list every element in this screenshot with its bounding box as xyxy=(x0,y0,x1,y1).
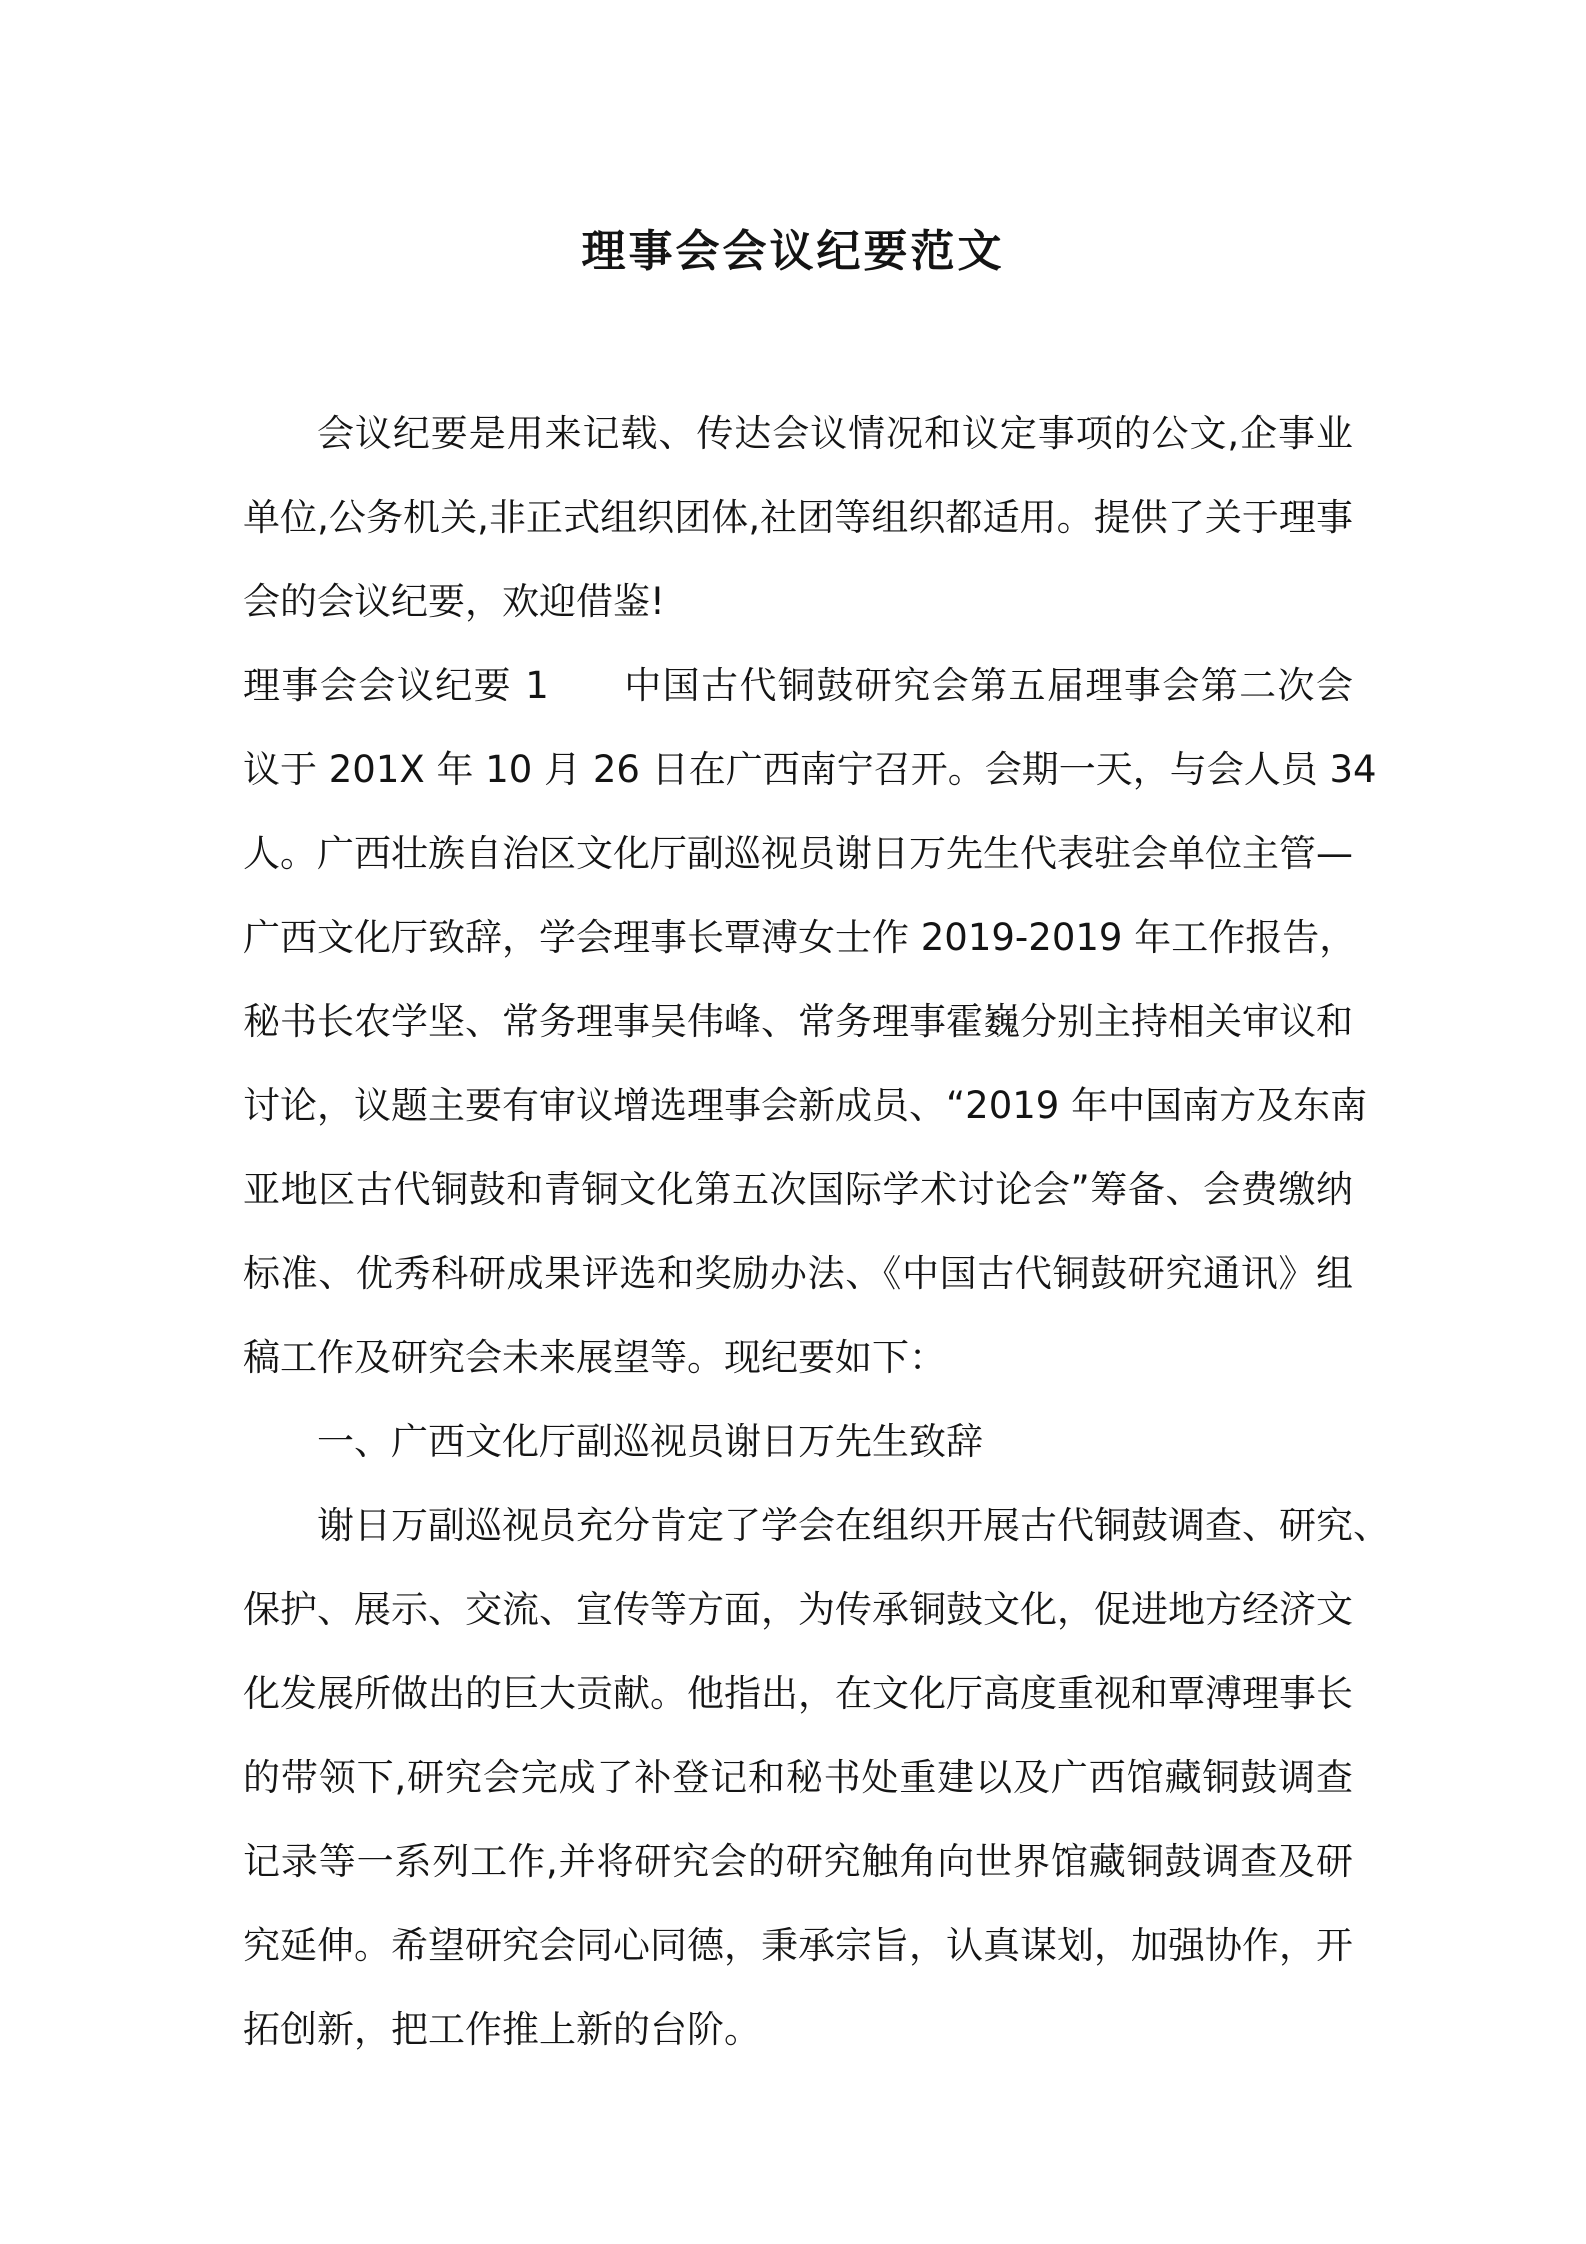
paragraph-line: 究延伸。希望研究会同心同德，秉承宗旨，认真谋划，加强协作，开 xyxy=(243,1924,1353,1967)
paragraph-line: 秘书长农学坚、常务理事吴伟峰、常务理事霍巍分别主持相关审议和 xyxy=(243,1000,1353,1043)
section-label: 理事会会议纪要 1 xyxy=(243,664,549,707)
paragraph-line: 保护、展示、交流、宣传等方面，为传承铜鼓文化，促进地方经济文 xyxy=(243,1588,1353,1631)
paragraph-line: 谢日万副巡视员充分肯定了学会在组织开展古代铜鼓调查、研究、 xyxy=(317,1504,1390,1547)
section-heading: 一、广西文化厅副巡视员谢日万先生致辞 xyxy=(317,1420,983,1463)
paragraph-line: 稿工作及研究会未来展望等。现纪要如下： xyxy=(243,1336,946,1379)
paragraph-line: 议于 201X 年 10 月 26 日在广西南宁召开。会期一天，与会人员 34 xyxy=(243,748,1377,791)
paragraph-line-with-heading xyxy=(243,644,1353,728)
paragraph-line: 化发展所做出的巨大贡献。他指出，在文化厅高度重视和覃溥理事长 xyxy=(243,1672,1353,1715)
paragraph-text: 中国古代铜鼓研究会第五届理事会第二次会 xyxy=(622,664,1353,707)
paragraph-line: 讨论，议题主要有审议增选理事会新成员、“2019 年中国南方及东南 xyxy=(243,1084,1368,1127)
paragraph-line: 人。广西壮族自治区文化厅副巡视员谢日万先生代表驻会单位主管— xyxy=(243,832,1353,875)
paragraph-line: 会的会议纪要，欢迎借鉴! xyxy=(243,580,665,623)
paragraph-line: 单位,公务机关,非正式组织团体,社团等组织都适用。提供了关于理事 xyxy=(243,496,1353,539)
document-body xyxy=(243,392,1390,2072)
paragraph-line: 广西文化厅致辞，学会理事长覃溥女士作 2019-2019 年工作报告， xyxy=(243,916,1357,959)
document-title: 理事会会议纪要范文 xyxy=(581,226,1005,277)
paragraph-line: 亚地区古代铜鼓和青铜文化第五次国际学术讨论会”筹备、会费缴纳 xyxy=(243,1168,1353,1211)
paragraph-line: 会议纪要是用来记载、传达会议情况和议定事项的公文,企事业 xyxy=(317,412,1353,455)
paragraph-line: 的带领下,研究会完成了补登记和秘书处重建以及广西馆藏铜鼓调查 xyxy=(243,1756,1353,1799)
paragraph-line: 拓创新，把工作推上新的台阶。 xyxy=(243,2008,761,2051)
paragraph-line: 记录等一系列工作,并将研究会的研究触角向世界馆藏铜鼓调查及研 xyxy=(243,1840,1353,1883)
paragraph-line: 标准、优秀科研成果评选和奖励办法、《中国古代铜鼓研究通讯》组 xyxy=(243,1252,1353,1295)
